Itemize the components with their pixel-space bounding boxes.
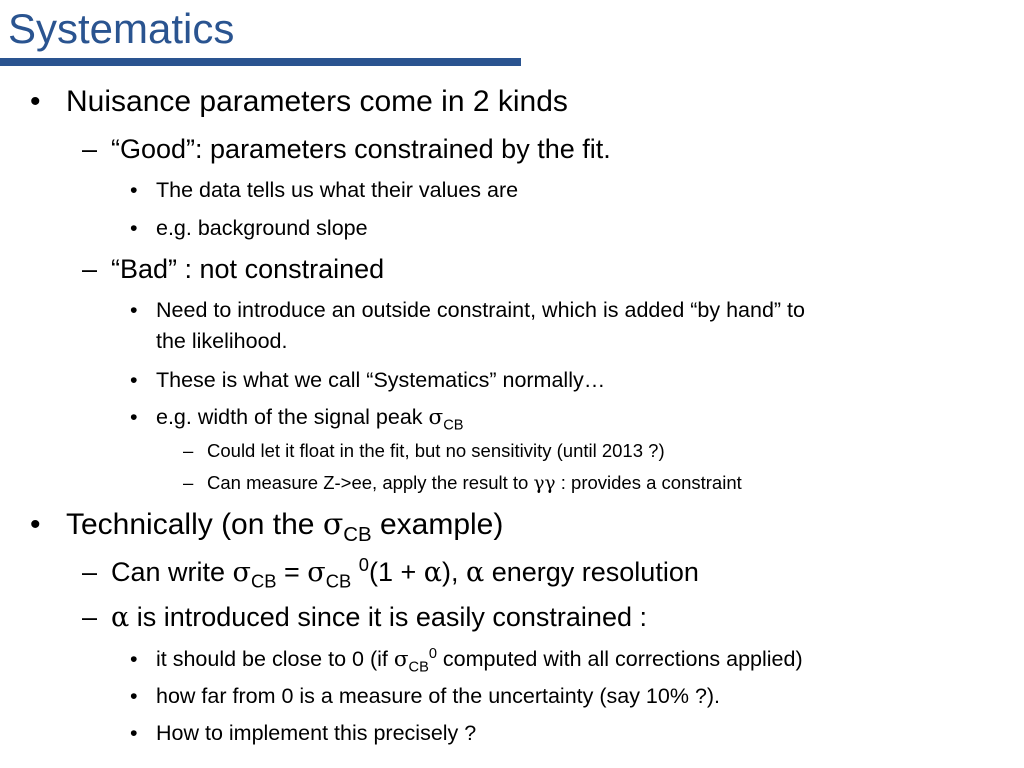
bullet-dot: •: [130, 405, 138, 429]
alpha-symbol: α: [111, 602, 130, 633]
bullet-dot: •: [130, 684, 138, 708]
bullet-technically: [66, 507, 504, 546]
bullet-implement-precisely: How to implement this precisely ?: [156, 721, 477, 745]
cb-subscript: CB: [443, 417, 464, 434]
cb-subscript: CB: [325, 570, 352, 592]
bullet-data-tells: The data tells us what their values are: [156, 178, 519, 202]
bullet-alpha-introduced: [111, 601, 647, 634]
bullet-dot: •: [30, 85, 41, 118]
text: is introduced since it is easily constrained :: [129, 602, 647, 632]
text: Technically (on the: [66, 508, 323, 541]
sigma-symbol: σ: [322, 507, 344, 542]
alpha-symbol: α: [423, 557, 442, 588]
bullet-dot: •: [130, 721, 138, 745]
bullet-uncertainty-measure: how far from 0 is a measure of the uncertainty (say 10% ?).: [156, 684, 721, 708]
text: Can write: [111, 557, 233, 587]
bullet-outside-constraint-line2: the likelihood.: [156, 329, 288, 353]
text: example): [371, 508, 504, 541]
text: computed with all corrections applied): [436, 647, 803, 671]
bullet-dash: –: [82, 134, 98, 164]
sigma-symbol: σ: [307, 557, 326, 588]
text: ),: [441, 557, 466, 587]
bullet-dot: •: [130, 216, 138, 240]
sigma-symbol: σ: [393, 647, 409, 672]
text: : provides a constraint: [555, 472, 742, 493]
cb-subscript: CB: [408, 659, 429, 676]
text: e.g. width of the signal peak: [156, 405, 429, 429]
bullet-dash: –: [82, 254, 98, 284]
bullet-background-slope: e.g. background slope: [156, 216, 368, 240]
superscript-zero: 0: [358, 554, 369, 575]
bullet-close-to-zero: [156, 645, 803, 676]
bullet-dash: –: [82, 557, 98, 587]
cb-subscript: CB: [250, 570, 277, 592]
bullet-dot: •: [130, 647, 138, 671]
superscript-zero: 0: [428, 645, 437, 662]
text: (1 +: [368, 557, 424, 587]
slide-title: Systematics: [8, 5, 235, 52]
bullet-outside-constraint-line1: Need to introduce an outside constraint, which is added “by hand” to: [156, 298, 805, 322]
bullet-dot: •: [30, 508, 41, 541]
bullet-dash: –: [183, 472, 194, 493]
sigma-symbol: σ: [232, 557, 251, 588]
sigma-symbol: σ: [428, 405, 444, 430]
text: Can measure Z->ee, apply the result to: [207, 472, 534, 493]
bullet-dot: •: [130, 368, 138, 392]
text: =: [276, 557, 308, 587]
bullet-nuisance-parameters: Nuisance parameters come in 2 kinds: [66, 85, 568, 118]
text: it should be close to 0 (if: [156, 647, 394, 671]
bullet-systematics-normally: These is what we call “Systematics” normally…: [156, 368, 606, 392]
gamma-gamma-symbol: γγ: [533, 473, 556, 494]
bullet-good: “Good”: parameters constrained by the fit.: [111, 134, 611, 164]
bullet-dot: •: [130, 178, 138, 202]
bullet-dash: –: [82, 602, 98, 632]
bullet-float-in-fit: Could let it float in the fit, but no sensitivity (until 2013 ?): [207, 440, 665, 461]
bullet-measure-zee: [207, 472, 742, 495]
bullet-bad: “Bad” : not constrained: [111, 254, 385, 284]
bullet-dash: –: [183, 440, 194, 461]
text: energy resolution: [484, 557, 699, 587]
title-underline: [0, 58, 521, 66]
alpha-symbol: α: [465, 557, 485, 588]
bullet-signal-peak-width: [156, 404, 464, 434]
bullet-can-write: [111, 554, 699, 592]
cb-subscript: CB: [343, 524, 372, 546]
bullet-dot: •: [130, 298, 138, 322]
